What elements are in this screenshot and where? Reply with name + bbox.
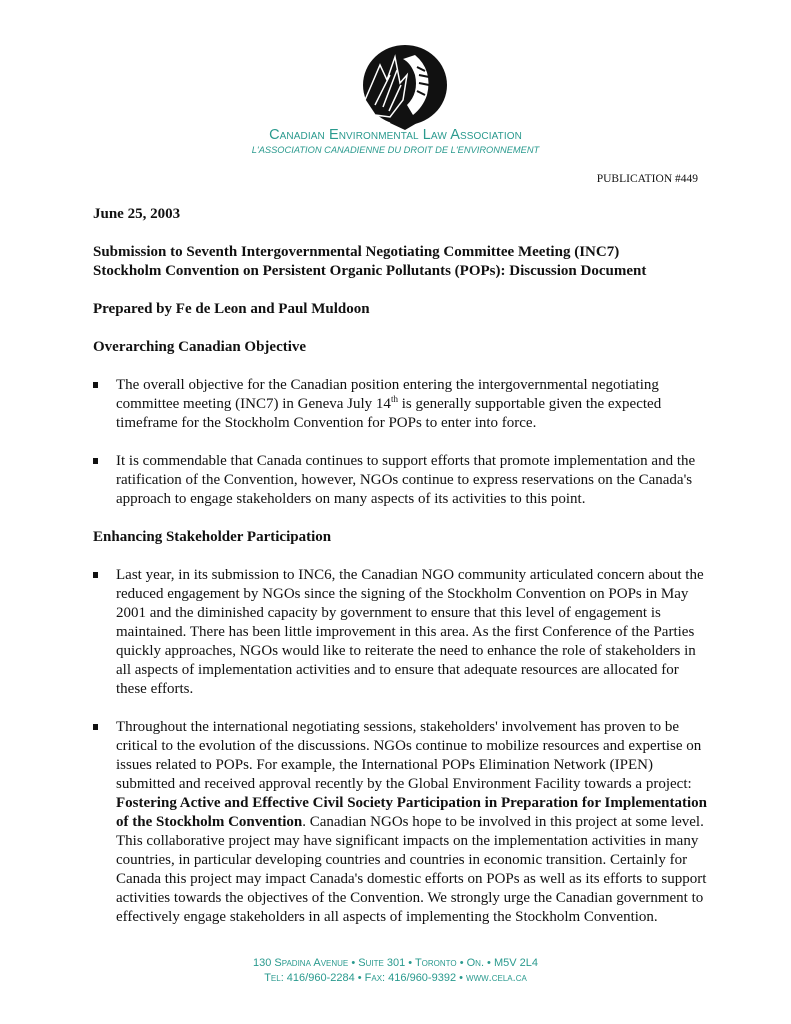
list-item: It is commendable that Canada continues to support efforts that promote implementation and the ratification of the Convention, however, NGOs continue to express reservations on the Canada's approach to engage stakeholders on many aspects of its activities to this point.	[93, 452, 708, 509]
organization-name: Canadian Environmental Law Association	[269, 127, 522, 143]
list-item: Throughout the international negotiating sessions, stakeholders' involvement has proven to be critical to the evolution of the discussions. NGOs continue to mobilize resources and expertise on issues related to POPs. For example, the International POPs Elimination Network (IPEN) submitted and received approval recently by the Global Environment Facility towards a project: Fostering Active and Effective Civil Society Participation in Preparation for Implementation of the Stockholm Convention. Canadian NGOs hope to be involved in this project at some level. This collaborative project may have significant impacts on the implementation activities in many countries, in particular developing countries and countries in economic transition. Certainly for Canada this project may impact Canada's domestic efforts on POPs as well as its efforts to support activities towards the objectives of the Convention. We strongly urge the Canadian government to effectively engage stakeholders in all aspects of implementing the Stockholm Convention.	[93, 718, 708, 927]
prepared-by: Prepared by Fe de Leon and Paul Muldoon	[93, 301, 370, 317]
document-date: June 25, 2003	[93, 206, 181, 222]
cela-logo-icon	[345, 45, 455, 130]
list-item: Last year, in its submission to INC6, the Canadian NGO community articulated concern about the reduced engagement by NGOs since the signing of the Stockholm Convention on POPs in May 2001 and the diminished capacity by government to ensure that this level of engagement is maintained. There has been little improvement in this area. As the first Conference of the Parties quickly approaches, NGOs would like to reiterate the need to enhance the role of stakeholders in all aspects of implementation activities and to ensure that adequate resources are allocated for these efforts.	[93, 566, 708, 699]
objective-bullet-list	[93, 376, 708, 509]
bullet-icon	[93, 382, 98, 388]
bullet-icon	[93, 572, 98, 578]
list-item: The overall objective for the Canadian position entering the intergovernmental negotiating committee meeting (INC7) in Geneva July 14th is generally supportable given the expected timeframe for the Stockholm Convention for POPs to enter into force.	[93, 376, 708, 433]
project-title: Fostering Active and Effective Civil Society Participation in Preparation for Implementation of the Stockholm Convention	[116, 795, 708, 830]
bullet-icon	[93, 458, 98, 464]
document-title-line2: Stockholm Convention on Persistent Organic Pollutants (POPs): Discussion Document	[93, 263, 647, 279]
footer-contact: Tel: 416/960-2284 • Fax: 416/960-9392 • www.cela.ca	[264, 972, 527, 984]
document-title-line1: Submission to Seventh Intergovernmental Negotiating Committee Meeting (INC7)	[93, 244, 620, 260]
organization-name-french: L'ASSOCIATION CANADIENNE DU DROIT DE L'ENVIRONNEMENT	[251, 145, 540, 155]
section-heading-objective: Overarching Canadian Objective	[93, 339, 307, 355]
bullet-icon	[93, 724, 98, 730]
document-body	[93, 205, 708, 927]
section-heading-stakeholder: Enhancing Stakeholder Participation	[93, 529, 332, 545]
publication-number: PUBLICATION #449	[596, 173, 698, 185]
footer-address: 130 Spadina Avenue • Suite 301 • Toronto • On. • M5V 2L4	[252, 957, 538, 969]
stakeholder-bullet-list	[93, 566, 708, 927]
